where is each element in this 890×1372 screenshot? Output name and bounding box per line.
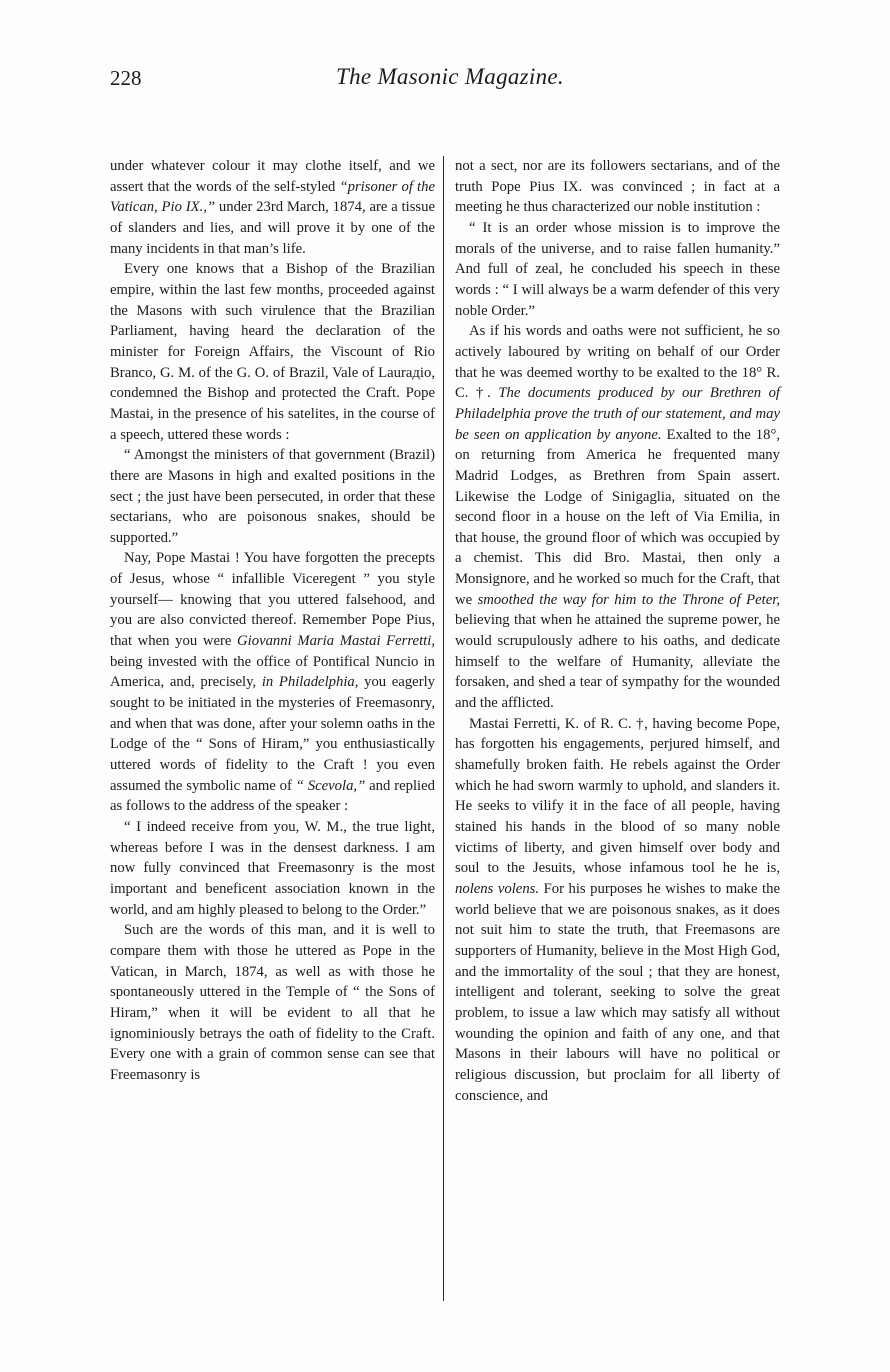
paragraph bbox=[110, 548, 435, 817]
paragraph: Every one knows that a Bishop of the Brazilian empire, within the last few months, proceeded against the Masons with such virulence that the Brazilian Parliament, having heard the declaration of the minister for Foreign Affairs, the Viscount of Rio Branco, G. M. of the G. O. of Brazil, Vale of Laurадio, condemned the Bishop and protected the Craft. Pope Mastai, in the presence of his satelites, in the course of a speech, uttered these words : bbox=[110, 261, 435, 443]
paragraph bbox=[455, 321, 780, 713]
italic-run: “prisoner of the Vatican, Pio IX.,” bbox=[110, 178, 435, 216]
italic-run: “ Scevola,” bbox=[295, 777, 366, 794]
page-number: 228 bbox=[110, 66, 142, 90]
text-run: being invested with the office of Pontifical Nuncio in America, and, precisely, bbox=[110, 653, 435, 691]
paragraph: Such are the words of this man, and it is well to compare them with those he uttered as Pope in the Vatican, in March, 1874, as well as with those he spontaneously uttered in the Temple of “ the Sons of Hiram,” when it will be evident to all that he ignominiously betrays the oath of fidelity to the Craft. Every one with a grain of common sense can see that Freemasonry is bbox=[110, 922, 435, 1083]
running-title: The Masonic Magazine. bbox=[336, 64, 564, 89]
text-run: Exalted to the 18°, on returning from America he frequented many Madrid Lodges, as Brethren from Spain assert. Likewise the Lodge of Sinigaglia, situated on the second floor in a house on the left of Via Emilia, in that house, the ground floor of which was occupied by a chemist. This did Bro. Mastai, then only a Monsignore, and he worked so much for the Craft, that we bbox=[455, 426, 781, 608]
italic-run: smoothed the way for him to the Throne of Peter, bbox=[477, 591, 780, 608]
italic-run: nolens volens. bbox=[455, 880, 540, 897]
paragraph bbox=[110, 156, 435, 259]
italic-run: Giovanni Maria Mastai Ferretti, bbox=[237, 633, 435, 650]
article-body bbox=[110, 156, 800, 1306]
left-column bbox=[110, 156, 435, 1306]
text-run: Mastai Ferretti, K. of R. C. †, having become Pope, has forgotten his engagements, perjured himself, and shamefully broken faith. He rebels against the Order which he had sworn warmly to uphold, and slanders it. He seeks to vilify it in the face of all people, having stained his hands in the blood of so many noble victims of liberty, and given himself over body and soul to the Jesuits, whose infamous tool he he is, bbox=[455, 715, 780, 877]
paragraph bbox=[455, 714, 780, 1106]
text-run: As if his words and oaths were not sufficient, he so actively laboured by writing on behalf of our Order that he was deemed worthy to be exalted to the 18° R. C. †. bbox=[455, 323, 780, 402]
quotation: “ It is an order whose mission is to improve the morals of the universe, and to raise fallen humanity.” And full of zeal, he concluded his speech in these words : “ I will always be a warm defender of this very noble Order.” bbox=[455, 219, 780, 319]
text-run: Nay, Pope Mastai ! You have forgotten the precepts of Jesus, whose “ infallible Viceregent ” you style yourself— knowing that you uttered falsehood, and you are also convicted thereof. Remember Pope Pius, that when you were bbox=[110, 550, 435, 650]
text-run: and replied as follows to the address of the speaker : bbox=[110, 777, 435, 815]
quotation: “ I indeed receive from you, W. M., the true light, whereas before I was in the densest darkness. I am now fully convinced that Freemasonry is the most important and beneficent association known in the world, and am highly pleased to belong to the Order.” bbox=[110, 819, 435, 918]
right-column bbox=[455, 156, 780, 1306]
column-divider bbox=[443, 156, 444, 1301]
text-run: For his purposes he wishes to make the world believe that we are poisonous snakes, as it does not suit him to state the truth, that Freemasons are supporters of Humanity, believe in the Most High God, and the immortality of the soul ; that they are honest, intelligent and tolerant, seeking to solve the great problem, to issue a law which may satisfy all without wounding the opinion and faith of any one, and that Masons in their labours will have no political or religious discussion, but proclaim for all liberty of conscience, and bbox=[455, 880, 780, 1104]
text-run: you eagerly sought to be initiated in the mysteries of Freemasonry, and when that was done, after your solemn oaths in the Lodge of the “ Sons of Hiram,” you enthusiastically uttered words of fidelity to the Craft ! you even assumed the symbolic name of bbox=[110, 674, 436, 794]
italic-run: The documents produced by our Brethren of Philadelphia prove the truth of our statement, and may be seen on application by anyone. bbox=[455, 385, 780, 443]
quotation: “ Amongst the ministers of that government (Brazil) there are Masons in high and exalted positions in the sect ; the just have been persecuted, in order that these sectarians, who are poisonous snakes, should be supported.” bbox=[110, 447, 435, 546]
text-run: under 23rd March, 1874, are a tissue of slanders and lies, and will prove it by one of the many incidents in that man’s life. bbox=[110, 199, 435, 257]
paragraph: not a sect, nor are its followers sectarians, and of the truth Pope Pius IX. was convinced ; in fact at a meeting he thus characterized our noble institution : bbox=[455, 158, 780, 216]
text-run: under whatever colour it may clothe itself, and we assert that the words of the self-styled bbox=[110, 158, 435, 195]
italic-run: in Philadelphia, bbox=[261, 674, 359, 691]
text-run: believing that when he attained the supreme power, he would scrupulously adhere to his oaths, and dedicate himself to the welfare of Humanity, alleviate the forsaken, and shed a tear of sympathy for the wounded and the afflicted. bbox=[455, 612, 780, 712]
page-header bbox=[110, 60, 790, 100]
